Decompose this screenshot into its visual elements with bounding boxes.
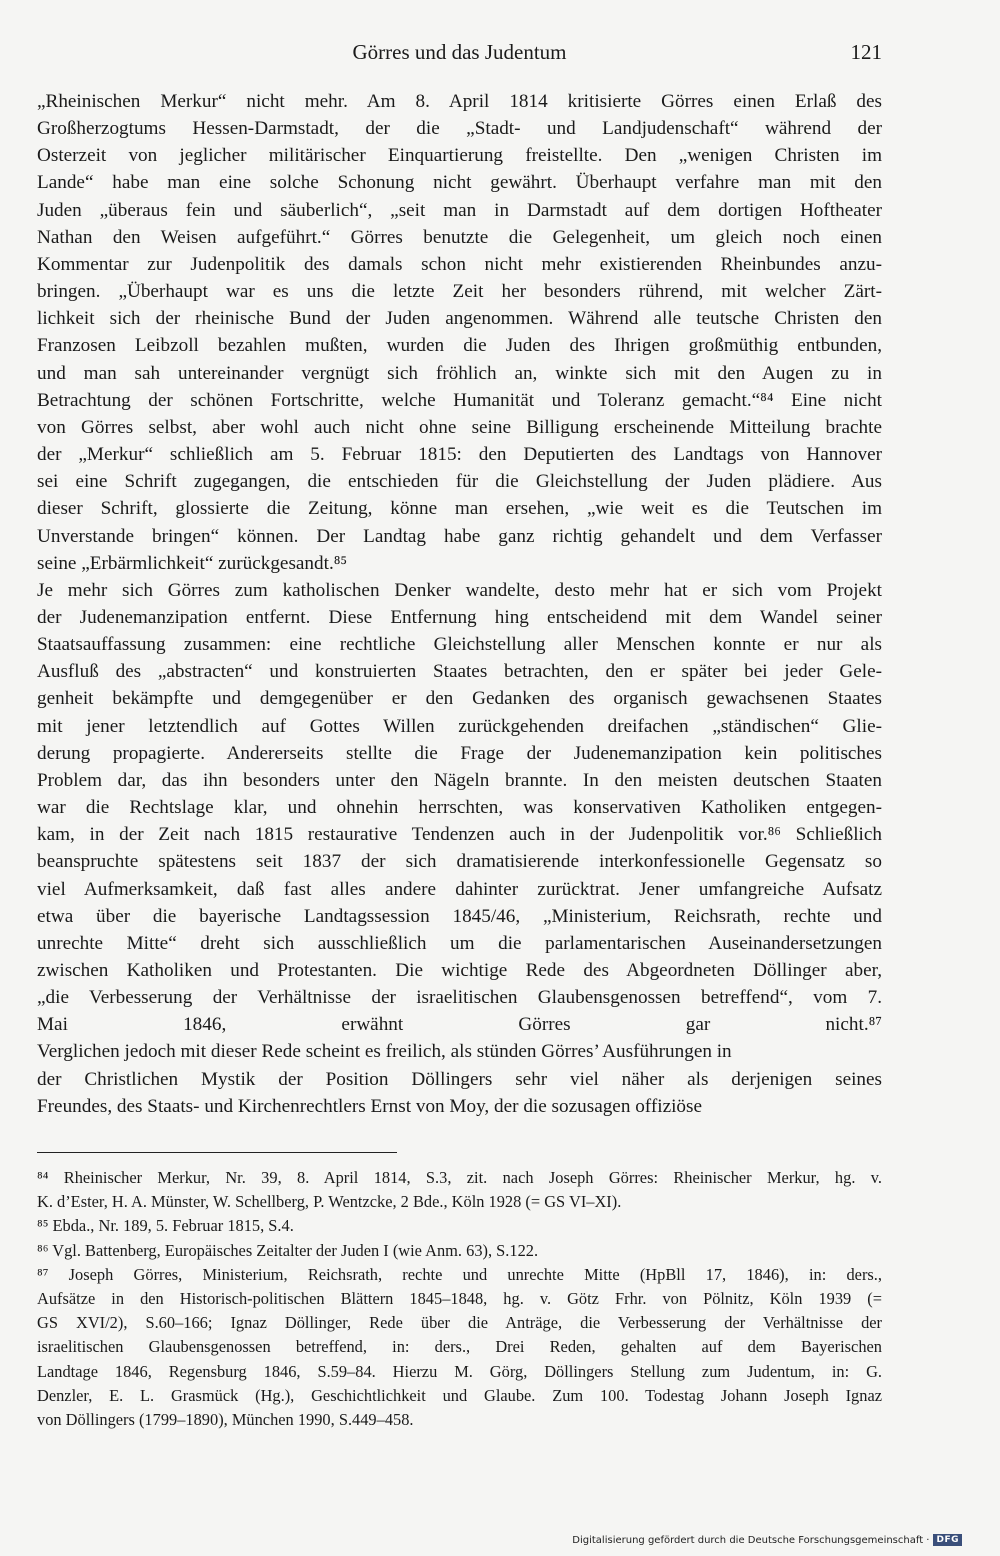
footnote-line: ⁸⁴ Rheinischer Merkur, Nr. 39, 8. April 1814, S.3, zit. nach Joseph Görres: Rheinischer Merkur, hg. v.	[37, 1168, 882, 1187]
body-line: Betrachtung der schönen Fortschritte, welche Humanität und Toleranz gemacht.“⁸⁴ Eine nicht	[37, 389, 882, 411]
running-title: Görres und das Judentum	[352, 40, 567, 64]
footnote-line: von Döllingers (1799–1890), München 1990, S.449–458.	[37, 1410, 414, 1430]
body-line: Großherzogtums Hessen-Darmstadt, der die „Stadt- und Landjudenschaft“ während der	[37, 118, 882, 140]
body-line: war die Rechtslage klar, und ohnehin herrschten, was konservativen Katholiken entgegen-	[37, 797, 882, 819]
footnotes	[37, 1166, 882, 1432]
body-line: der Judenemanzipation entfernt. Diese Entfernung hing entscheidend mit dem Wandel seiner	[37, 606, 882, 628]
body-line: „Rheinischen Merkur“ nicht mehr. Am 8. April 1814 kritisierte Görres einen Erlaß des	[37, 91, 882, 112]
body-line: Freundes, des Staats- und Kirchenrechtlers Ernst von Moy, der die sozusagen offiziöse	[37, 1095, 702, 1117]
body-line: Je mehr sich Görres zum katholischen Denker wandelte, desto mehr hat er sich vom Projekt	[37, 579, 882, 601]
body-line: dieser Schrift, glossierte die Zeitung, könne man ersehen, „wie weit es die Teutschen im	[37, 498, 882, 520]
body-line: sei eine Schrift zugegangen, die entschieden für die Gleichstellung der Juden plädiere. Aus	[37, 471, 882, 493]
footnote-line: israelitischen Glaubensgenossen betreffend, in: ders., Drei Reden, gehalten auf dem Bayerischen	[37, 1337, 882, 1357]
body-line: etwa über die bayerische Landtagssession 1845/46, „Ministerium, Reichsrath, rechte und	[37, 905, 882, 927]
body-line: seine „Erbärmlichkeit“ zurückgesandt.⁸⁵	[37, 552, 348, 574]
body-line: genheit bekämpfte und demgegenüber er den Gedanken des organisch gewachsenen Staates	[37, 688, 882, 710]
body-line: unrechte Mitte“ dreht sich ausschließlich um die parlamentarischen Auseinandersetzungen	[37, 932, 882, 954]
body-line: Unverstande bringen“ können. Der Landtag habe ganz richtig gehandelt und dem Verfasser	[37, 525, 882, 547]
body-line: Staatsauffassung zusammen: eine rechtliche Gleichstellung aller Menschen konnte er nur als	[37, 634, 882, 656]
footnote-line: ⁸⁶ Vgl. Battenberg, Europäisches Zeitalter der Juden I (wie Anm. 63), S.122.	[37, 1240, 539, 1260]
body-line: Franzosen Leibzoll bezahlen mußten, wurden die Juden des Ihrigen großmüthig entbunden,	[37, 335, 882, 357]
footnote-line: K. d’Ester, H. A. Münster, W. Schellberg, P. Wentzcke, 2 Bde., Köln 1928 (= GS VI–XI).	[37, 1192, 622, 1212]
body-line: derung propagierte. Andererseits stellte die Frage der Judenemanzipation kein politisches	[37, 742, 882, 764]
body-line: beanspruchte spätestens seit 1837 der sich dramatisierende interkonfessionelle Gegensatz so	[37, 851, 882, 873]
body-line: der „Merkur“ schließlich am 5. Februar 1815: den Deputierten des Landtags von Hannover	[37, 444, 882, 466]
body-line: Osterzeit von jeglicher militärischer Einquartierung freistellte. Den „wenigen Christen im	[37, 145, 882, 167]
body-line: kam, in der Zeit nach 1815 restaurative Tendenzen auch in der Judenpolitik vor.⁸⁶ Schließlich	[37, 824, 882, 846]
body-line: Mai 1846, erwähnt Görres gar nicht.⁸⁷	[37, 1014, 882, 1036]
digitization-credit	[572, 1534, 962, 1546]
body-text	[37, 88, 882, 1120]
dfg-logo: DFG	[933, 1534, 962, 1546]
page-number: 121	[850, 40, 882, 64]
body-line: bringen. „Überhaupt war es uns die letzte Zeit her besonders rührend, mit welcher Zärt-	[37, 281, 882, 303]
body-line: mit jener letztendlich auf Gottes Willen zurückgehenden dreifachen „ständischen“ Glie-	[37, 715, 882, 737]
footnote-line: ⁸⁷ Joseph Görres, Ministerium, Reichsrath, rechte und unrechte Mitte (HpBll 17, 1846), in: ders.,	[37, 1264, 882, 1284]
page-header	[37, 36, 882, 70]
footnote-line: Aufsätze in den Historisch-politischen Blättern 1845–1848, hg. v. Götz Frhr. von Pölnitz, Köln 1939 (=	[37, 1289, 882, 1309]
body-line: Lande“ habe man eine solche Schonung nicht gewährt. Überhaupt verfahre man mit den	[37, 172, 882, 194]
body-line: viel Aufmerksamkeit, daß fast alles andere dahinter zurücktrat. Jener umfangreiche Aufsatz	[37, 878, 882, 900]
body-line: Juden „überaus fein und säuberlich“, „seit man in Darmstadt auf dem dortigen Hoftheater	[37, 199, 882, 221]
body-line: „die Verbesserung der Verhältnisse der israelitischen Glaubensgenossen betreffend“, vom 7.	[37, 987, 882, 1009]
footnote-line: GS XVI/2), S.60–166; Ignaz Döllinger, Rede über die Anträge, die Verbesserung der Verhältnisse der	[37, 1313, 882, 1333]
footnote-line: Landtage 1846, Regensburg 1846, S.59–84. Hierzu M. Görg, Döllingers Stellung zum Judentum, in: G.	[37, 1361, 882, 1381]
body-line: Kommentar zur Judenpolitik des damals schon nicht mehr existierenden Rheinbundes anzu-	[37, 253, 882, 275]
footnote-line: ⁸⁵ Ebda., Nr. 189, 5. Februar 1815, S.4.	[37, 1216, 294, 1236]
body-line: von Görres selbst, aber wohl auch nicht ohne seine Billigung erscheinende Mitteilung brachte	[37, 416, 882, 438]
body-line: zwischen Katholiken und Protestanten. Die wichtige Rede des Abgeordneten Döllinger aber,	[37, 960, 882, 981]
body-line: und man sah untereinander vergnügt sich fröhlich an, winkte sich mit den Augen zu in	[37, 362, 882, 384]
footnote-line: Denzler, E. L. Grasmück (Hg.), Geschichtlichkeit und Glaube. Zum 100. Todestag Johann Joseph Ignaz	[37, 1385, 882, 1405]
body-line: Nathan den Weisen aufgeführt.“ Görres benutzte die Gelegenheit, um gleich noch einen	[37, 226, 882, 248]
body-line: Ausfluß des „abstracten“ und konstruierten Staates betrachten, den er später bei jeder Gele-	[37, 661, 882, 683]
credit-text: Digitalisierung gefördert durch die Deutsche Forschungsgemeinschaft ·	[572, 1534, 930, 1546]
body-line: Verglichen jedoch mit dieser Rede scheint es freilich, als stünden Görres’ Ausführungen in	[37, 1041, 732, 1063]
body-line: der Christlichen Mystik der Position Döllingers sehr viel näher als derjenigen seines	[37, 1068, 882, 1090]
footnote-divider	[37, 1152, 397, 1153]
body-line: Problem dar, das ihn besonders unter den Nägeln brannte. In den meisten deutschen Staaten	[37, 769, 882, 791]
body-line: lichkeit sich der rheinische Bund der Juden angenommen. Während alle teutsche Christen den	[37, 308, 882, 330]
